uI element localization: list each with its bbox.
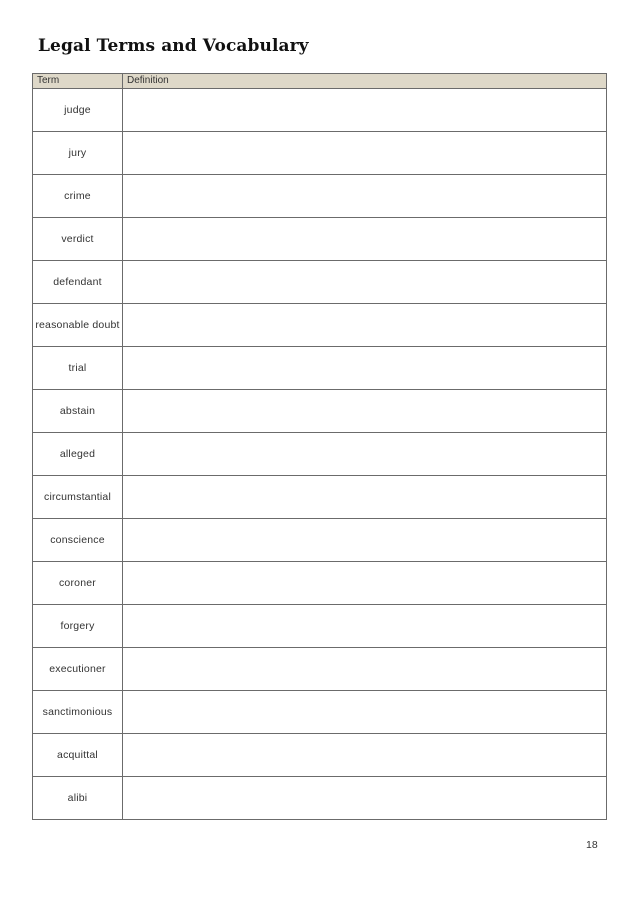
term-cell: crime — [33, 175, 123, 218]
term-column-header: Term — [33, 74, 123, 89]
table-row — [33, 347, 607, 390]
table-row — [33, 562, 607, 605]
table-row — [33, 777, 607, 820]
term-cell: reasonable doubt — [33, 304, 123, 347]
table-header-row — [33, 74, 607, 89]
definition-cell[interactable] — [123, 691, 607, 734]
table-row — [33, 390, 607, 433]
term-cell: alibi — [33, 777, 123, 820]
definition-cell[interactable] — [123, 433, 607, 476]
term-cell: judge — [33, 89, 123, 132]
page-number: 18 — [586, 839, 598, 851]
term-cell: conscience — [33, 519, 123, 562]
table-row — [33, 304, 607, 347]
term-cell: jury — [33, 132, 123, 175]
definition-cell[interactable] — [123, 476, 607, 519]
definition-cell[interactable] — [123, 347, 607, 390]
table-row — [33, 175, 607, 218]
term-cell: acquittal — [33, 734, 123, 777]
definition-cell[interactable] — [123, 390, 607, 433]
definition-cell[interactable] — [123, 132, 607, 175]
definition-cell[interactable] — [123, 175, 607, 218]
table-row — [33, 89, 607, 132]
table-row — [33, 605, 607, 648]
term-cell: circumstantial — [33, 476, 123, 519]
table-row — [33, 218, 607, 261]
definition-cell[interactable] — [123, 218, 607, 261]
page-title: Legal Terms and Vocabulary — [38, 36, 309, 56]
definition-cell[interactable] — [123, 304, 607, 347]
definition-cell[interactable] — [123, 89, 607, 132]
table-row — [33, 519, 607, 562]
term-cell: abstain — [33, 390, 123, 433]
table-row — [33, 648, 607, 691]
vocabulary-table — [32, 73, 607, 820]
definition-cell[interactable] — [123, 777, 607, 820]
definition-column-header: Definition — [123, 74, 607, 89]
term-cell: executioner — [33, 648, 123, 691]
table-row — [33, 691, 607, 734]
definition-cell[interactable] — [123, 562, 607, 605]
term-cell: defendant — [33, 261, 123, 304]
table-row — [33, 261, 607, 304]
term-cell: alleged — [33, 433, 123, 476]
definition-cell[interactable] — [123, 519, 607, 562]
table-row — [33, 132, 607, 175]
term-cell: forgery — [33, 605, 123, 648]
table-row — [33, 734, 607, 777]
term-cell: trial — [33, 347, 123, 390]
definition-cell[interactable] — [123, 261, 607, 304]
definition-cell[interactable] — [123, 648, 607, 691]
definition-cell[interactable] — [123, 605, 607, 648]
term-cell: verdict — [33, 218, 123, 261]
term-cell: sanctimonious — [33, 691, 123, 734]
term-cell: coroner — [33, 562, 123, 605]
table-row — [33, 476, 607, 519]
definition-cell[interactable] — [123, 734, 607, 777]
table-row — [33, 433, 607, 476]
